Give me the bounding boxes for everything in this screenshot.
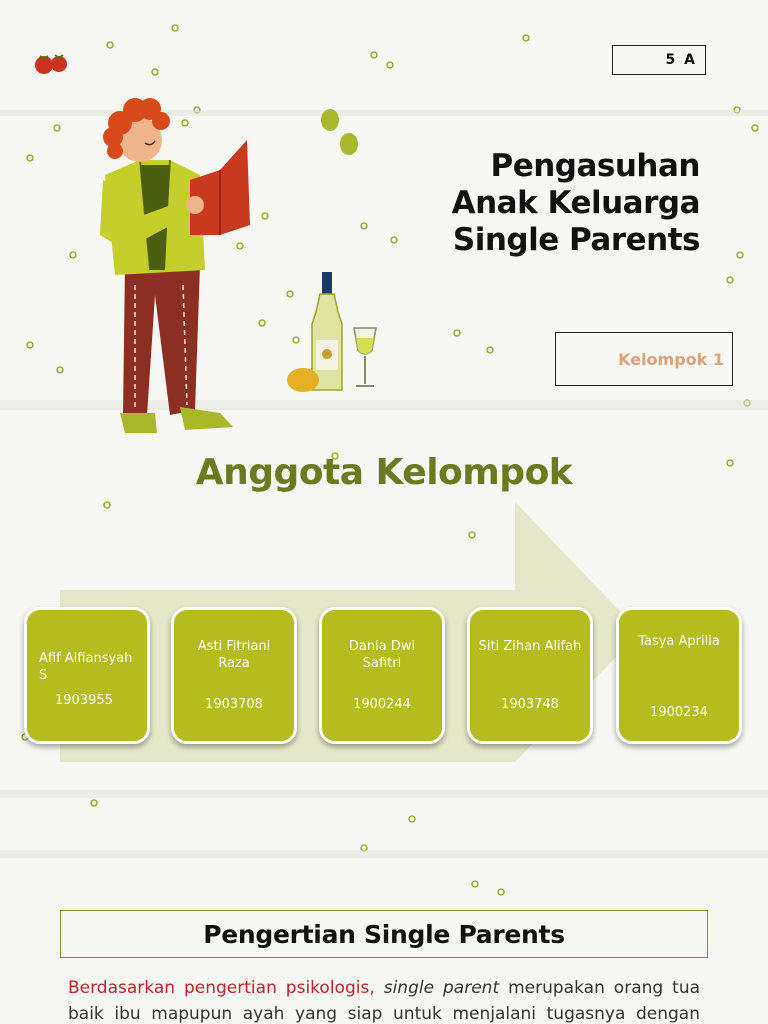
member-name: Asti Fitriani Raza (197, 639, 271, 671)
tomatoes-icon (33, 50, 71, 76)
member-nim: 1903748 (501, 697, 559, 712)
definition-paragraph (68, 975, 700, 1024)
member-card-1 (24, 607, 150, 744)
member-nim: 1903955 (55, 693, 113, 708)
member-name: Dania Dwi Safitri (348, 639, 416, 671)
member-nim: 1900234 (650, 705, 708, 720)
para-body-text: merupakan orang tua baik ibu mapupun ayah yang siap untuk menjalani tugasnya dengan (68, 978, 701, 1024)
para-italic-text: single parent (383, 978, 500, 998)
definition-heading: Pengertian Single Parents (60, 910, 708, 958)
member-nim: 1903708 (205, 697, 263, 712)
olive-oil-illustration (286, 268, 381, 396)
member-card-3 (319, 607, 445, 744)
person-reading-illustration (95, 95, 255, 435)
olives-icon (318, 106, 362, 158)
members-heading: Anggota Kelompok (195, 452, 573, 493)
member-name: Afif Alfiansyah S (39, 651, 133, 683)
group-label-box: Kelompok 1 (555, 332, 733, 386)
member-card-5 (616, 607, 742, 744)
para-red-text: Berdasarkan pengertian psikologis, (68, 978, 375, 998)
member-nim: 1900244 (353, 697, 411, 712)
member-name: Tasya Aprilia (638, 634, 720, 649)
title-line-2: Anak Keluarga (451, 185, 700, 221)
member-card-2 (171, 607, 297, 744)
class-label-box: 5 A (612, 45, 706, 75)
title-line-1: Pengasuhan (490, 148, 700, 184)
title-line-3: Single Parents (452, 222, 700, 258)
member-name: Siti Zihan Alifah (478, 639, 582, 654)
page-title (400, 148, 700, 259)
member-card-4 (467, 607, 593, 744)
